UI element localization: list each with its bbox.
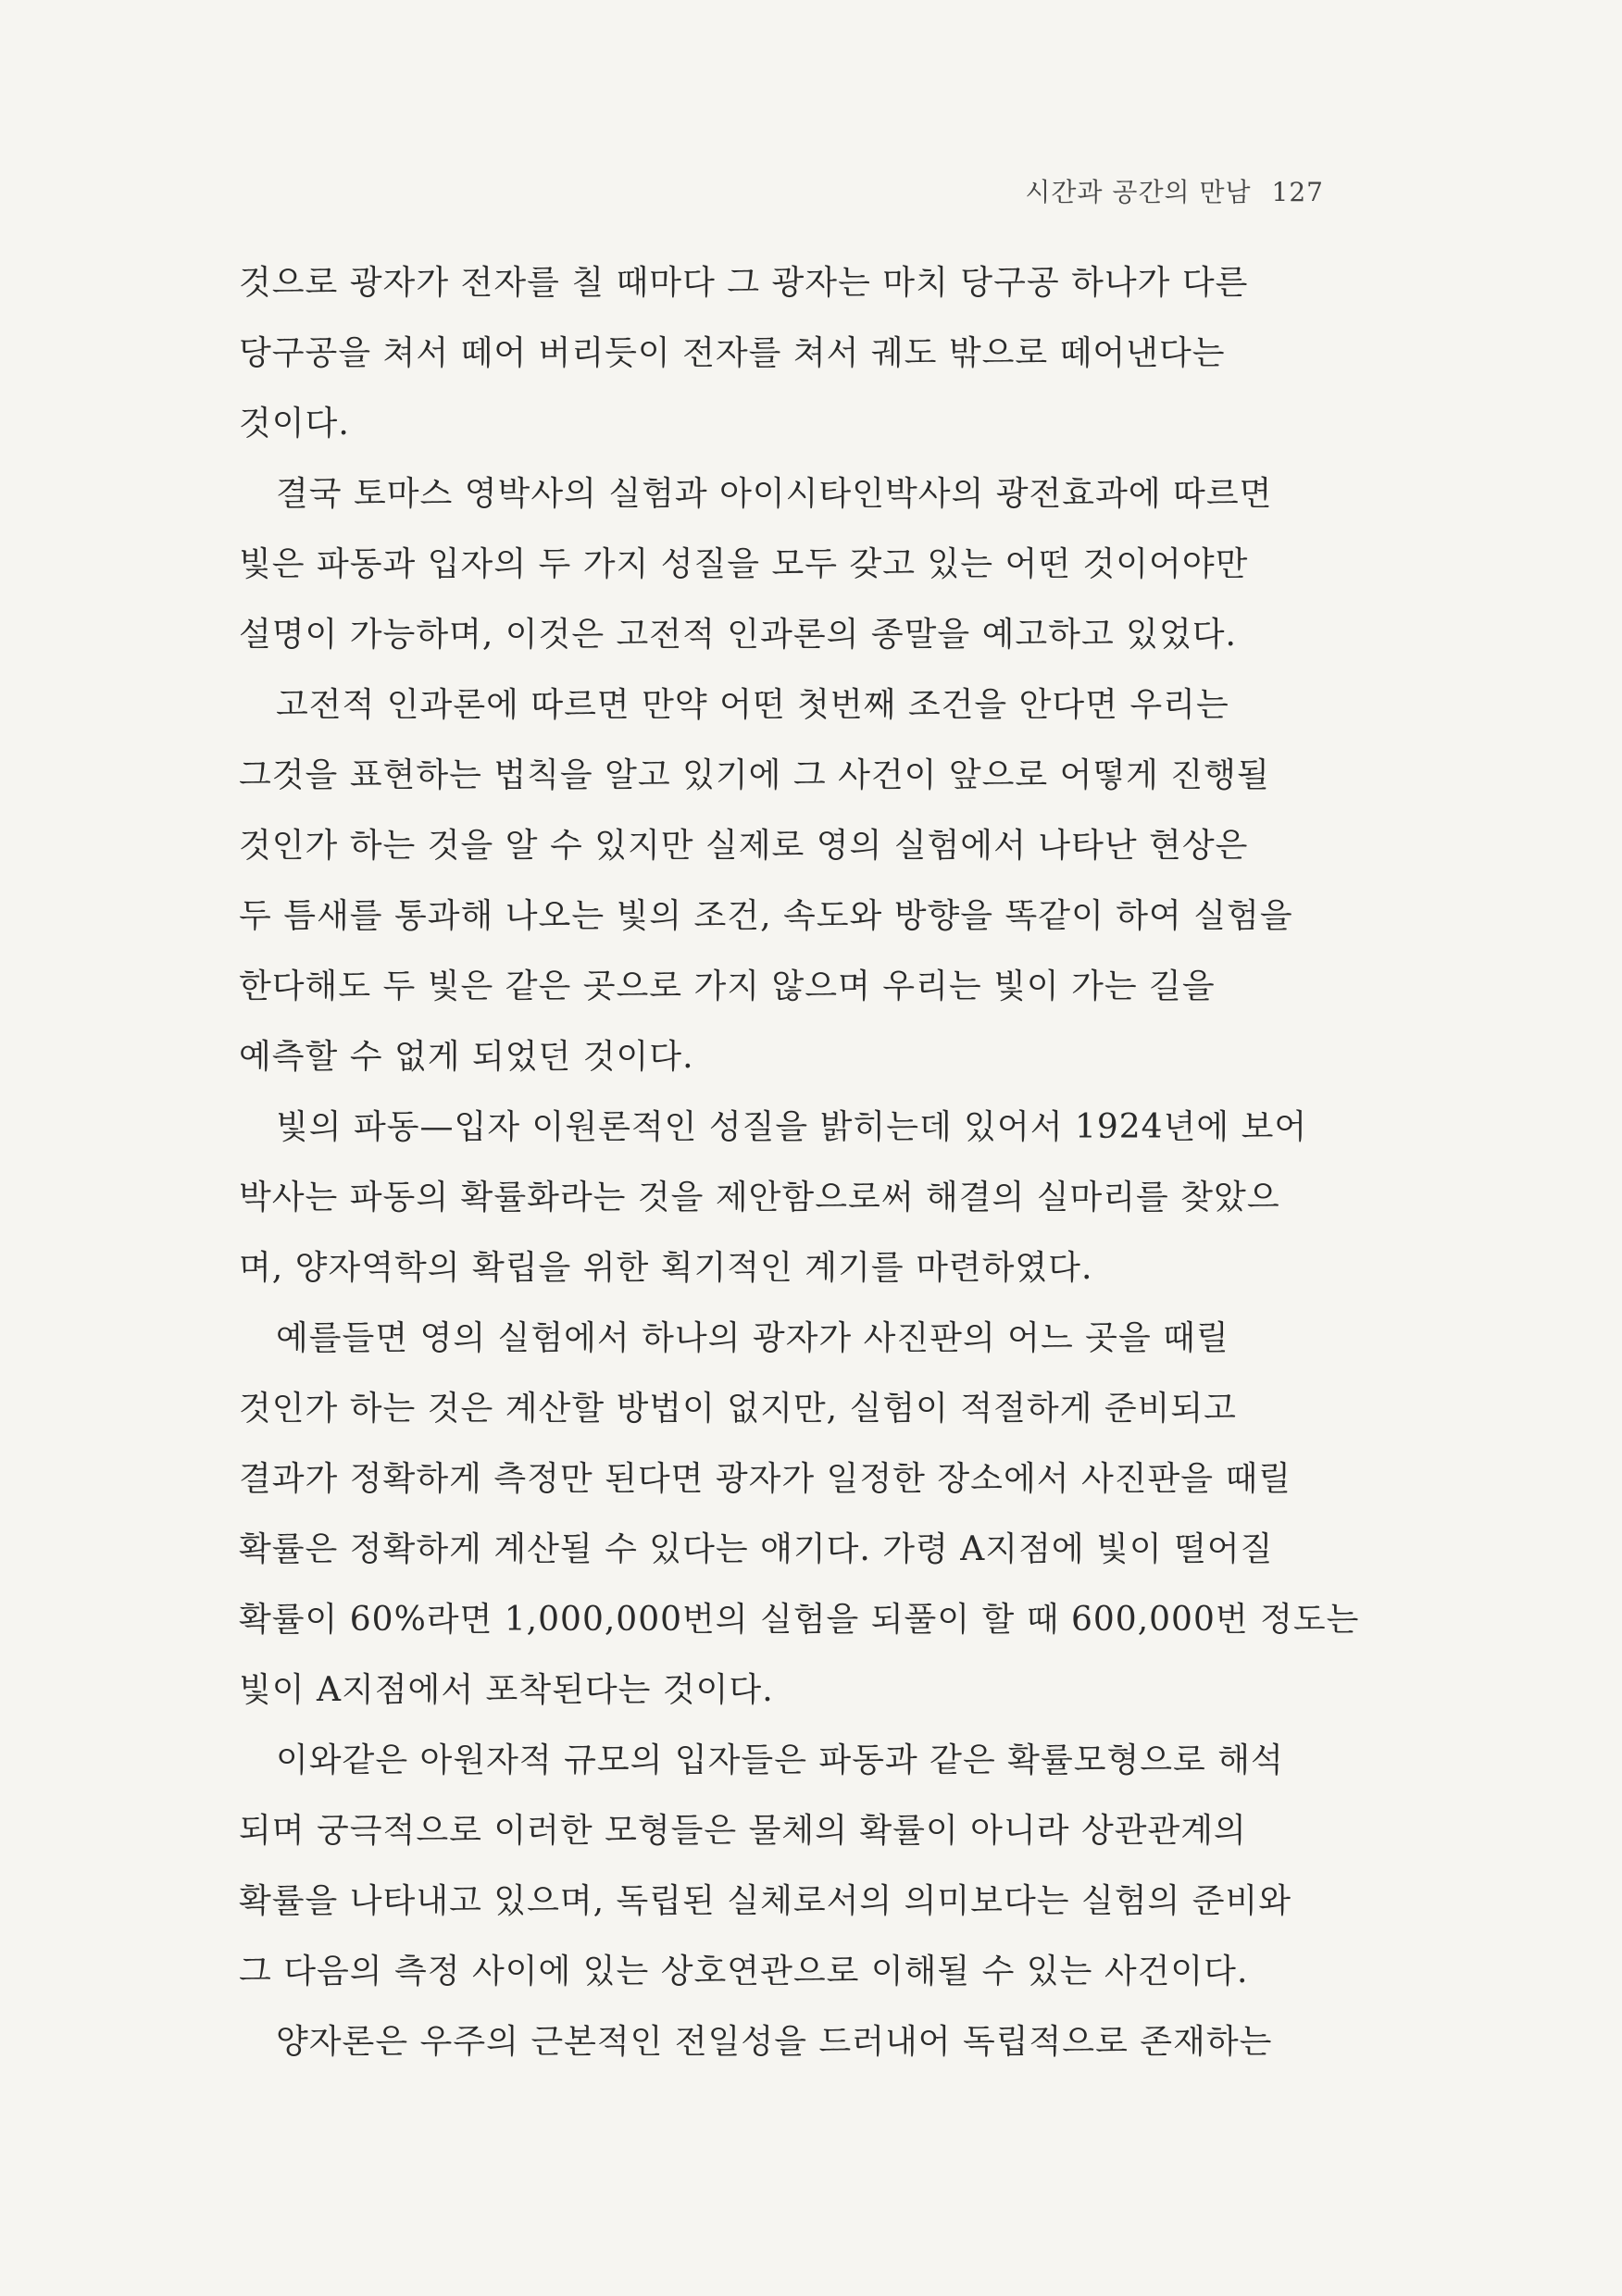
text-line: 그 다음의 측정 사이에 있는 상호연관으로 이해될 수 있는 사건이다.	[239, 1953, 1249, 1990]
text-line: 결과가 정확하게 측정만 된다면 광자가 일정한 장소에서 사진판을 때릴	[239, 1460, 1292, 1498]
text-line: 확률이 60%라면 1,000,000번의 실험을 되풀이 할 때 600,000번 정도는	[239, 1601, 1360, 1639]
paragraph	[239, 1726, 1341, 2007]
text-line: 것으로 광자가 전자를 칠 때마다 그 광자는 마치 당구공 하나가 다른	[239, 264, 1249, 302]
text-line: 것이다.	[239, 405, 350, 443]
body-text	[239, 248, 1360, 2078]
text-line: 고전적 인과론에 따르면 만약 어떤 첫번째 조건을 안다면 우리는	[276, 686, 1229, 724]
text-line: 되며 궁극적으로 이러한 모형들은 물체의 확률이 아니라 상관관계의	[239, 1812, 1247, 1850]
text-line: 박사는 파동의 확률화라는 것을 제안함으로써 해결의 실마리를 찾았으	[239, 1179, 1280, 1217]
text-line: 이와같은 아원자적 규모의 입자들은 파동과 같은 확률모형으로 해석	[276, 1741, 1284, 1779]
text-line: 한다해도 두 빛은 같은 곳으로 가지 않으며 우리는 빛이 가는 길을	[239, 967, 1216, 1005]
text-line: 그것을 표현하는 법칙을 알고 있기에 그 사건이 앞으로 어떻게 진행될	[239, 756, 1270, 794]
text-line: 빛은 파동과 입자의 두 가지 성질을 모두 갖고 있는 어떤 것이어야만	[239, 545, 1249, 583]
text-line: 예측할 수 없게 되었던 것이다.	[239, 1038, 694, 1076]
text-line: 빛의 파동—입자 이원론적인 성질을 밝히는데 있어서 1924년에 보어	[276, 1108, 1308, 1146]
paragraph	[239, 248, 1341, 459]
paragraph	[239, 1304, 1360, 1726]
text-line: 두 틈새를 통과해 나오는 빛의 조건, 속도와 방향을 똑같이 하여 실험을	[239, 897, 1293, 935]
text-line: 것인가 하는 것을 알 수 있지만 실제로 영의 실험에서 나타난 현상은	[239, 827, 1249, 865]
text-line: 예를들면 영의 실험에서 하나의 광자가 사진판의 어느 곳을 때릴	[276, 1319, 1229, 1357]
paragraph	[239, 2007, 1341, 2078]
text-line: 양자론은 우주의 근본적인 전일성을 드러내어 독립적으로 존재하는	[276, 2023, 1273, 2061]
text-line: 빛이 A지점에서 포착된다는 것이다.	[239, 1671, 774, 1709]
text-line: 결국 토마스 영박사의 실험과 아이시타인박사의 광전효과에 따르면	[276, 475, 1273, 513]
paragraph	[239, 459, 1341, 670]
text-line: 확률을 나타내고 있으며, 독립된 실체로서의 의미보다는 실험의 준비와	[239, 1882, 1292, 1920]
text-line: 확률은 정확하게 계산될 수 있다는 얘기다. 가령 A지점에 빛이 떨어질	[239, 1530, 1274, 1568]
text-line: 당구공을 쳐서 떼어 버리듯이 전자를 쳐서 궤도 밖으로 떼어낸다는	[239, 334, 1226, 372]
page-number: 127	[1271, 177, 1324, 207]
text-line: 것인가 하는 것은 계산할 방법이 없지만, 실험이 적절하게 준비되고	[239, 1390, 1237, 1428]
text-line: 며, 양자역학의 확립을 위한 획기적인 계기를 마련하였다.	[239, 1249, 1093, 1287]
paragraph	[239, 670, 1341, 1092]
page-header	[907, 172, 1324, 209]
text-line: 설명이 가능하며, 이것은 고전적 인과론의 종말을 예고하고 있었다.	[239, 616, 1237, 654]
paragraph	[239, 1092, 1341, 1304]
running-title: 시간과 공간의 만남	[1025, 177, 1252, 207]
